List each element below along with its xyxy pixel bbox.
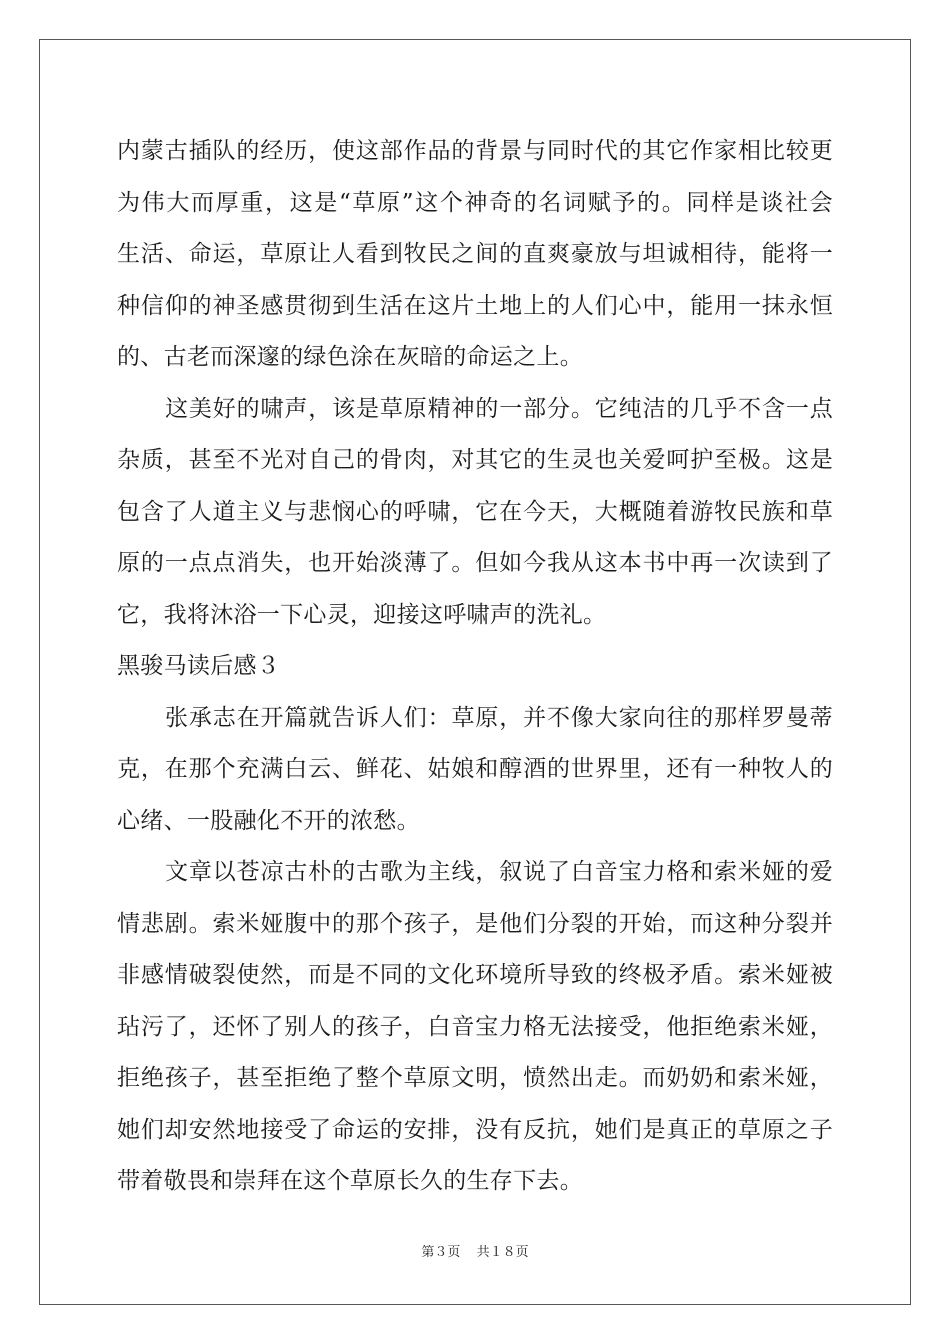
section-heading: 黑骏马读后感３ xyxy=(117,653,281,679)
text-line: 内蒙古插队的经历，使这部作品的背景与同时代的其它作家相比较更 xyxy=(117,138,833,164)
page-number: 第３页 xyxy=(421,1245,461,1260)
text-line: 为伟大而厚重，这是“草原”这个神奇的名词赋予的。同样是谈社会 xyxy=(117,189,833,216)
text-line: 非感情破裂使然，而是不同的文化环境所导致的终极矛盾。索米娅被 xyxy=(117,962,833,988)
text-line: 玷污了，还怀了别人的孩子，白音宝力格无法接受，他拒绝索米娅， xyxy=(117,1013,833,1040)
text-line: 拒绝孩子，甚至拒绝了整个草原文明，愤然出走。而奶奶和索米娅， xyxy=(117,1065,833,1091)
text-line: 生活、命运，草原让人看到牧民之间的直爽豪放与坦诚相待，能将一 xyxy=(117,241,833,267)
text-line: 的、古老而深邃的绿色涂在灰暗的命运之上。 xyxy=(117,344,583,370)
document-body xyxy=(117,126,833,1208)
text-line: 带着敬畏和崇拜在这个草原长久的生存下去。 xyxy=(117,1168,583,1194)
page-total: 共１８页 xyxy=(476,1245,529,1260)
text-line: 她们却安然地接受了命运的安排，没有反抗，她们是真正的草原之子 xyxy=(117,1116,833,1143)
text-line: 杂质，甚至不光对自己的骨肉，对其它的生灵也关爱呵护至极。这是 xyxy=(117,447,833,473)
text-line: 这美好的啸声，该是草原精神的一部分。它纯洁的几乎不含一点 xyxy=(165,395,833,422)
page-footer xyxy=(0,1241,950,1260)
text-line: 种信仰的神圣感贯彻到生活在这片土地上的人们心中，能用一抹永恒 xyxy=(117,292,833,319)
text-line: 文章以苍凉古朴的古歌为主线，叙说了白音宝力格和索米娅的爱 xyxy=(165,859,833,885)
text-line: 包含了人道主义与悲悯心的呼啸，它在今天，大概随着游牧民族和草 xyxy=(117,498,833,525)
text-line: 克，在那个充满白云、鲜花、姑娘和醇酒的世界里，还有一种牧人的 xyxy=(117,756,833,782)
text-line: 心绪、一股融化不开的浓愁。 xyxy=(117,807,420,834)
text-line: 它，我将沐浴一下心灵，迎接这呼啸声的洗礼。 xyxy=(117,601,607,628)
text-line: 原的一点点消失，也开始淡薄了。但如今我从这本书中再一次读到了 xyxy=(117,550,833,576)
text-line: 情悲剧。索米娅腹中的那个孩子，是他们分裂的开始，而这种分裂并 xyxy=(117,910,833,937)
text-line: 张承志在开篇就告诉人们：草原，并不像大家向往的那样罗曼蒂 xyxy=(165,704,833,731)
